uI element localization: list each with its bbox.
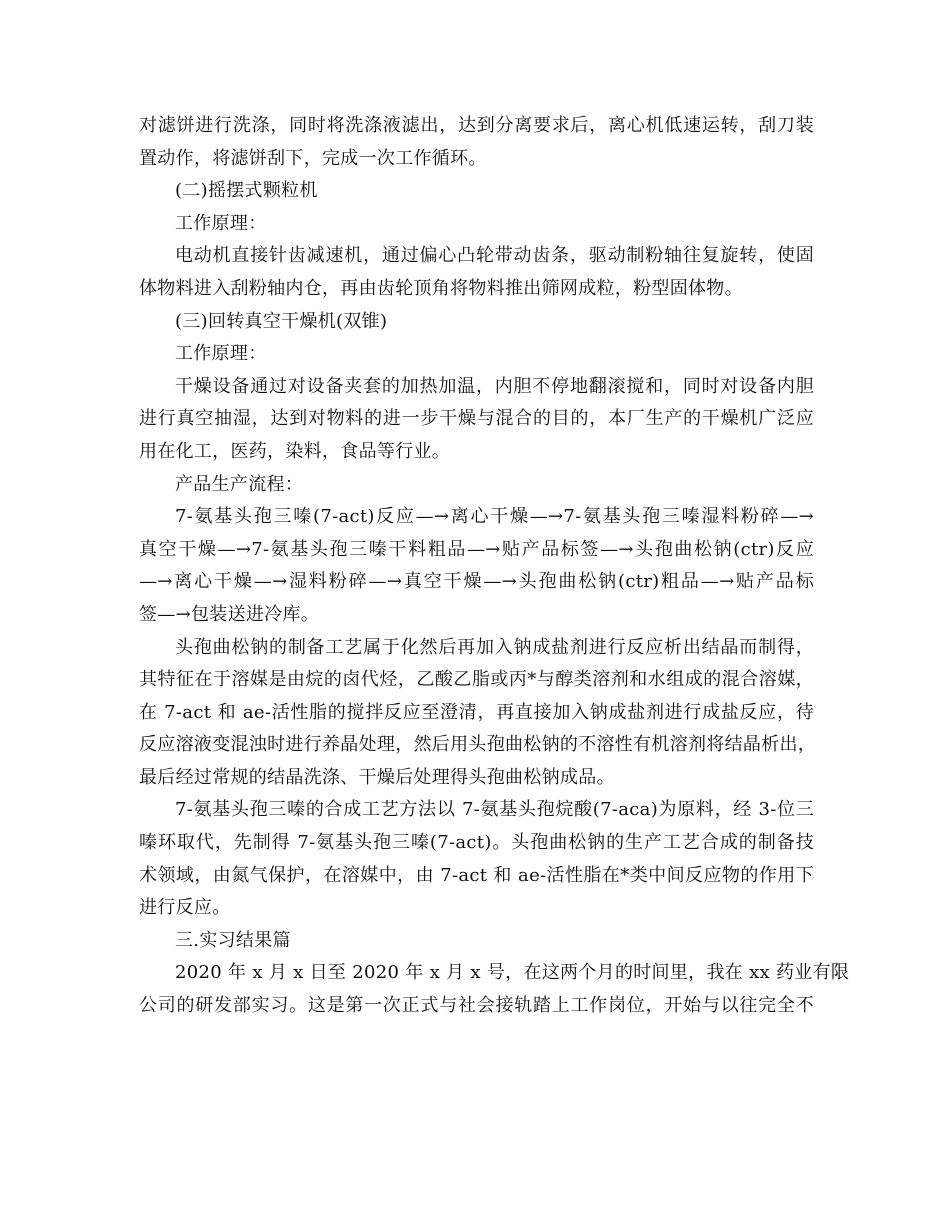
subheading-working-principle	[139, 208, 814, 241]
text-line: 真空干燥—→7-氨基头孢三嗪干料粗品—→贴产品标签—→头孢曲松钠(ctr)反应	[139, 538, 814, 560]
text-line: 头孢曲松钠的制备工艺属于化然后再加入钠成盐剂进行反应析出结晶而制得，	[175, 636, 814, 658]
heading-text: 产品生产流程：	[175, 473, 304, 495]
text-line: 公司的研发部实习。这是第一次正式与社会接轨踏上工作岗位，开始与以往完全不	[139, 995, 814, 1017]
text-line: 反应溶液变混浊时进行养晶处理，然后用头孢曲松钠的不溶性有机溶剂将结晶析出，	[139, 734, 817, 756]
text-line: 干燥设备通过对设备夹套的加热加温，内胆不停地翻滚搅和，同时对设备内胆	[175, 375, 814, 397]
text-line: 嗪环取代，先制得 7-氨基头孢三嗪(7-act)。头孢曲松钠的生产工艺合成的制备技	[139, 832, 814, 854]
text-line: 7-氨基头孢三嗪的合成工艺方法以 7-氨基头孢烷酸(7-aca)为原料，经 3-位三	[175, 799, 814, 821]
heading-text: 三.实习结果篇	[175, 929, 291, 951]
text-line: 术领域，由氮气保护，在溶媒中，由 7-act 和 ae-活性脂在*类中间反应物的作用下	[139, 864, 814, 886]
text-line: 在 7-act 和 ae-活性脂的搅拌反应至澄清，再直接加入钠成盐剂进行成盐反应，待	[139, 701, 814, 723]
text-line: 对滤饼进行洗涤，同时将洗涤液滤出，达到分离要求后，离心机低速运转，刮刀装	[139, 115, 814, 136]
paragraph-filter-cake-washing	[139, 110, 814, 175]
text-line: 进行真空抽湿，达到对物料的进一步干燥与混合的目的，本厂生产的干燥机广泛应	[139, 408, 814, 430]
text-line: 用在化工，医药，染料，食品等行业。	[139, 440, 451, 462]
text-line: 体物料进入刮粉轴内仓，再由齿轮顶角将物料推出筛网成粒，粉型固体物。	[139, 277, 743, 299]
paragraph-internship-summary	[139, 957, 850, 1022]
heading-text: 工作原理：	[175, 343, 267, 365]
section-heading-vacuum-dryer	[139, 306, 814, 339]
text-line: 7-氨基头孢三嗪(7-act)反应—→离心干燥—→7-氨基头孢三嗪湿料粉碎—→	[175, 506, 814, 528]
paragraph-granulator-principle	[139, 240, 814, 305]
text-line: 其特征在于溶媒是由烷的卤代烃，乙酸乙脂或丙*与醇类溶剂和水组成的混合溶媒，	[139, 669, 814, 691]
text-line: 进行反应。	[139, 897, 231, 919]
subheading-production-process	[139, 469, 814, 502]
subheading-working-principle	[139, 338, 814, 371]
text-line: 置动作，将滤饼刮下，完成一次工作循环。	[139, 147, 487, 169]
document-body	[139, 110, 850, 1023]
text-line: —→离心干燥—→湿料粉碎—→真空干燥—→头孢曲松钠(ctr)粗品—→贴产品标	[139, 571, 814, 593]
heading-text: (三)回转真空干燥机(双锥)	[175, 310, 388, 332]
paragraph-7act-synthesis	[139, 794, 814, 924]
section-heading-internship-results	[139, 925, 814, 958]
heading-text: (二)摇摆式颗粒机	[175, 180, 318, 202]
heading-text: 工作原理：	[175, 212, 267, 234]
text-line: 最后经过常规的结晶洗涤、干燥后处理得头孢曲松钠成品。	[139, 766, 615, 788]
paragraph-process-flow	[139, 501, 814, 631]
text-line: 2020 年 x 月 x 日至 2020 年 x 月 x 号，在这两个月的时间里，我在 xx 药业有限	[175, 962, 850, 984]
paragraph-ceftriaxone-preparation	[139, 632, 817, 795]
paragraph-dryer-principle	[139, 371, 814, 469]
text-line: 电动机直接针齿减速机，通过偏心凸轮带动齿条，驱动制粉轴往复旋转，使固	[175, 245, 814, 267]
section-heading-granulator	[139, 175, 814, 208]
text-line: 签—→包装送进冷库。	[139, 603, 320, 625]
